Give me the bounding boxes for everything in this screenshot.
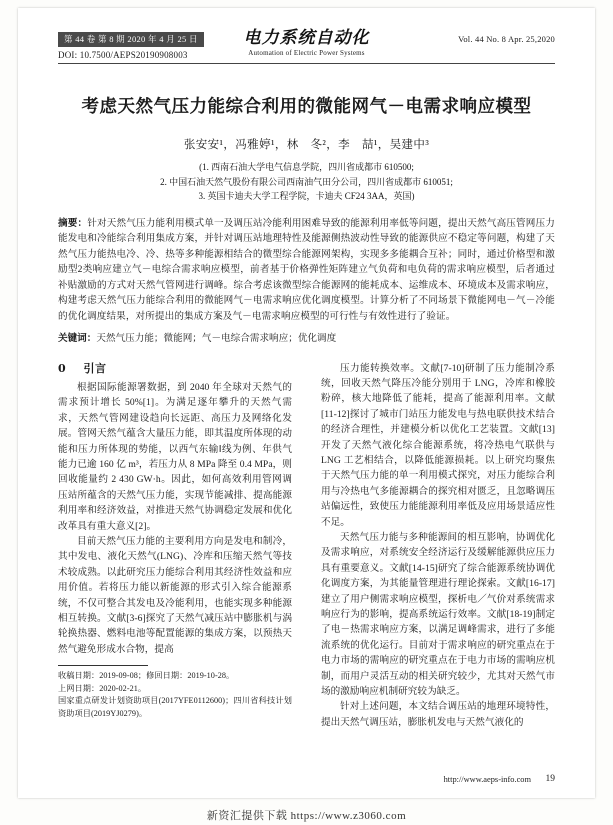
paper-sheet — [18, 8, 595, 798]
keywords-text: 天然气压力能；微能网；气－电综合需求响应；优化调度 — [96, 333, 337, 344]
paragraph: 目前天然气压力能的主要利用方向是发电和制冷，其中发电、液化天然气(LNG)、冷库和压缩天然气等技术较成熟。以此研究压力能综合利用其经济性效益和应用价值。若将压力能以新能源的形式引入综合能源系统，不仅可整合其发电及冷能利用，也能实现多种能源相互转换。文献[3-6]探究了天然气减压站中膨胀机与涡轮换热器、燃料电池等配置能源的集成方案，以预热天然气避免形成水合物，提高 — [58, 535, 292, 655]
section-heading-0 — [58, 361, 292, 376]
column-left — [58, 361, 292, 721]
header-divider — [58, 63, 555, 64]
abstract-block — [58, 216, 555, 325]
section-title: 引言 — [83, 361, 107, 375]
footnote-line: 国家重点研发计划资助项目(2017YFE0112600)；四川省科技计划资助项目(2019YJ0279)。 — [58, 696, 292, 718]
journal-url: http://www.aeps-info.com — [443, 775, 531, 784]
article-title: 考虑天然气压力能综合利用的微能网气－电需求响应模型 — [81, 97, 532, 117]
abstract-label: 摘要： — [58, 217, 88, 229]
affiliation-line-1: (1. 西南石油大学电气信息学院，四川省成都市 610500; — [199, 162, 414, 172]
section-number: 0 — [58, 361, 67, 375]
affiliations — [58, 160, 555, 204]
body-columns — [58, 361, 555, 731]
paragraph: 天然气压力能与多种能源间的相互影响，协调优化及需求响应，对系统安全经济运行及缓解能源供应压力具有重要意义。文献[14-15]研究了综合能源系统协调优化调度方案，为其能量管理进行理论探索。文献[16-17]建立了用户侧需求响应模型，探析电／气价对系统需求响应行为的影响，提高系统运行效率。文献[18-19]制定了电－热需求响应方案，以满足调峰需求，进行了多能流系统的优化运行。目前对于需求响应的研究重点在于电力市场的需响应的研究重点在于电力市场的需响应机制，而用户灵活互动的相关研究较少，尤其对天然气市场的激励响应机制研究较为缺乏。 — [321, 531, 555, 698]
page-header — [58, 30, 555, 64]
page-content — [58, 30, 555, 730]
journal-title-en: Automation of Electric Power Systems — [248, 49, 365, 57]
keywords-label: 关键词： — [58, 333, 97, 344]
paragraph: 针对上述问题，本文结合调压站的地理环境特性，提出天然气调压站，膨胀机发电与天然气液化的 — [321, 701, 555, 728]
footnote-divider — [58, 665, 148, 666]
journal-title-cn: 电力系统自动化 — [243, 28, 370, 48]
abstract-text: 针对天然气压力能利用模式单一及调压站冷能利用困难导致的能源利用率低等问题，提出天然气高压管网压力能发电和冷能综合利用集成方案，并针对调压站地理特性及能源侧热波动性导致的能源供应不稳定等问题，构建了天然气压力能热电冷、冷、热等多种能源相结合的微型综合能源网架构，实现多多能耦合互补；同时，通过价格型和激励型2类响应建立气－电综合需求响应模型，前者基于价格弹性矩阵建立气负荷和电负荷的需求响应模型，后者通过补贴激励的方式对天然气管网进行调峰。综合考虑该微型综合能源网的能耗成本、运维成本、环境成本及需求响应，构建考虑天然气压力能综合利用的微能网气－电需求响应优化调度模型。计算分析了不同场景下微能网电－气－冷能的优化调度结果，对所提出的集成方案及气－电需求响应模型的可行性与有效性进行了验证。 — [58, 217, 555, 322]
page-number: 19 — [545, 774, 555, 784]
paragraph: 根据国际能源署数据，到 2040 年全球对天然气的需求预计增长 50%[1]。为满足逐年攀升的天然气需求，天然气管网建设趋向长远距、高压力及网络化发展。管网天然气蕴含大量压力能，即其温度所体现的动能和压力所体现的势能，以西气东输Ⅰ线为例、年供气能力已逾 160 亿 m³，若压力从 8 MPa 降至 0.4 MPa，则回收能量约 2 430 GW·h。因此，如何高效利用管网调压站所蕴含的天然气压力能，实现节能减排、提高能源利用率和经济效益，对推进天然气协调稳定发展和优化改革具有重大意义[2]。 — [58, 381, 292, 532]
affiliation-line-3: 3. 英国卡迪夫大学工程学院，卡迪夫 CF24 3AA，英国) — [198, 191, 415, 201]
author-list: 张安安¹，冯雅婷¹，林 冬²，李 喆¹，吴建中³ — [183, 139, 430, 151]
volume-issue-badge: 第 44 卷 第 8 期 2020 年 4 月 25 日 — [58, 32, 204, 47]
paragraph: 压力能转换效率。文献[7-10]研制了压力能制冷系统，回收天然气降压冷能分别用于 LNG，冷库和橡胶粉碎，核大地降低了能耗，提高了能源利用率。文献[11-12]探讨了城市门站压力能发电与热电联供技术结合的经济合理性，并建模分析以优化工艺装置。文献[13]开发了天然气液化综合能源系统，将冷热电气联供与 LNG 工艺相结合，以降低能源损耗。以上研究均聚焦于天然气压力能的单一利用模式探究，对压力能综合利用与冷热电气多能源耦合的探究相对匮乏，且忽略调压站偏远性，致使压力能能源利用率低及应用场景适应性不足。 — [321, 362, 555, 528]
column-right — [321, 361, 555, 731]
doi-text: DOI: 10.7500/AEPS20190908003 — [58, 50, 188, 60]
affiliation-line-2: 2. 中国石油天然气股份有限公司西南油气田分公司，四川省成都市 610051; — [160, 176, 453, 187]
footnote-line: 收稿日期：2019-09-08；修回日期：2019-10-28。 — [58, 671, 235, 681]
keywords-block — [58, 331, 555, 347]
footnote-block — [58, 670, 292, 720]
journal-masthead — [197, 28, 417, 57]
download-watermark: 新资汇提供下载 https://www.z3060.com — [206, 810, 407, 822]
volume-issue-en: Vol. 44 No. 8 Apr. 25,2020 — [458, 34, 555, 44]
footnote-line: 上网日期：2020-02-21。 — [58, 683, 147, 693]
